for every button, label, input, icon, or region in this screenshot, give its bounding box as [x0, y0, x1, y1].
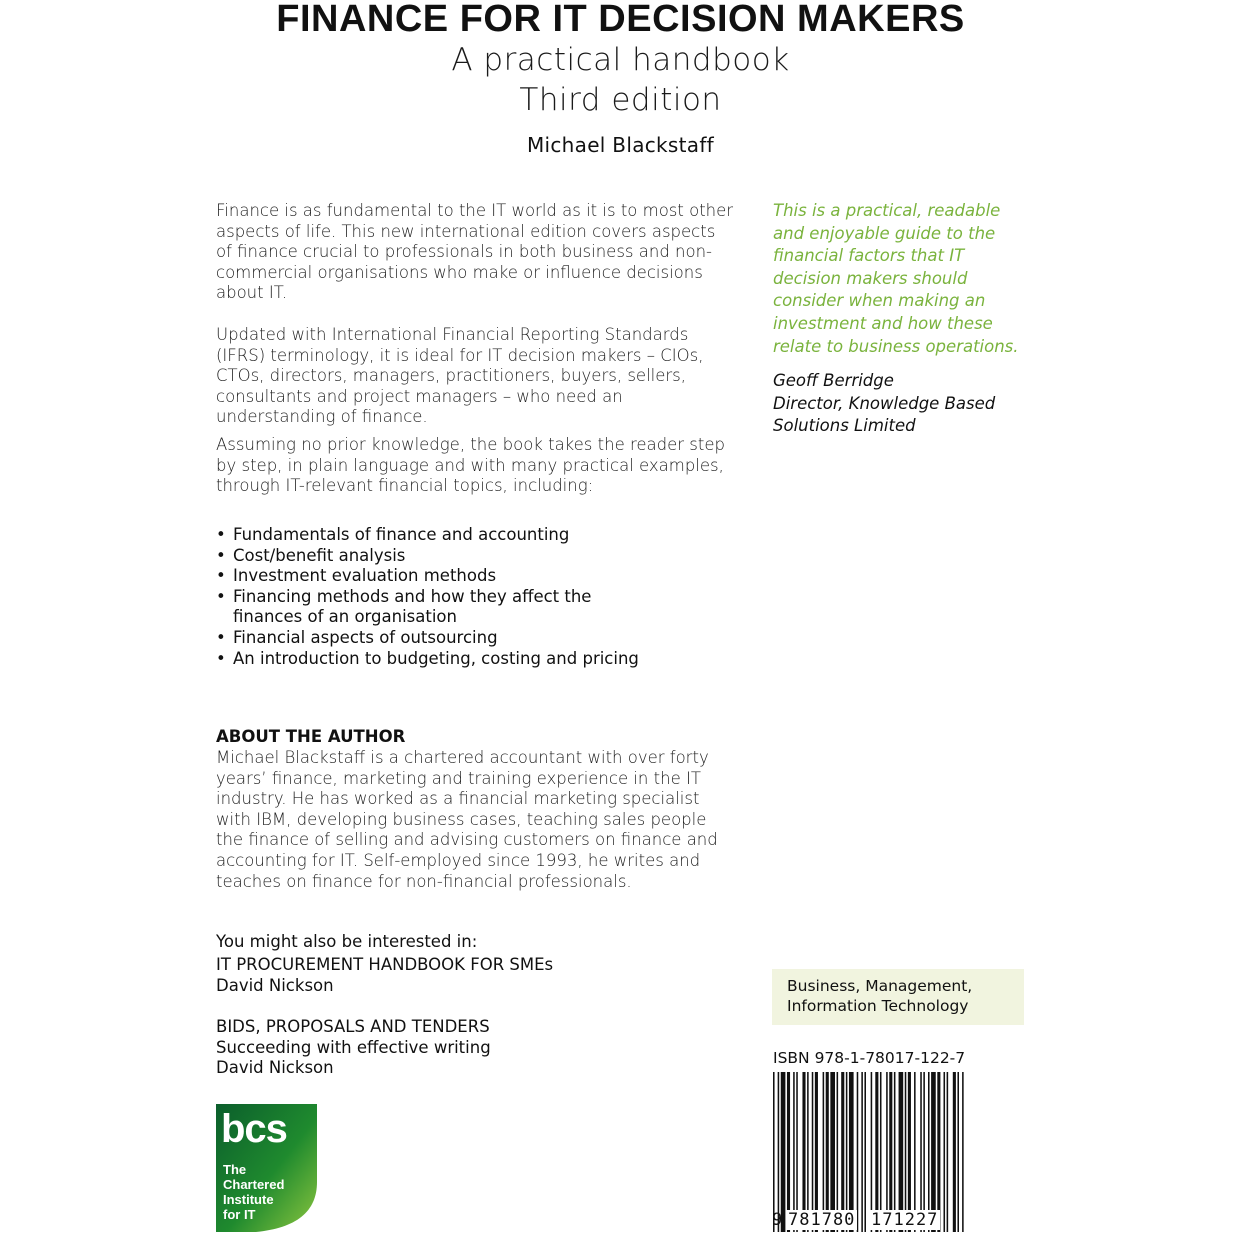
barcode-bar — [841, 1072, 844, 1232]
category-line: Information Technology — [787, 997, 969, 1015]
list-item: • Financing methods and how they affect the finances of an organisation — [216, 587, 656, 628]
barcode-bar — [957, 1072, 959, 1232]
barcode-bar — [905, 1072, 907, 1232]
related-book-author: David Nickson — [216, 1058, 334, 1078]
barcode-bar — [875, 1072, 878, 1232]
barcode-bar — [778, 1072, 780, 1232]
list-item: • An introduction to budgeting, costing and pricing — [216, 649, 736, 670]
barcode-bar — [796, 1072, 798, 1232]
barcode-bar — [812, 1072, 814, 1232]
barcode-bar — [953, 1072, 956, 1232]
related-book-1 — [216, 955, 553, 996]
barcode-digits-group-2: 171227 — [871, 1210, 939, 1230]
barcode-bar — [830, 1072, 835, 1232]
barcode-bar — [846, 1072, 848, 1232]
barcode-bar — [849, 1072, 854, 1232]
barcode-bar — [857, 1072, 859, 1232]
list-item: • Financial aspects of outsourcing — [216, 628, 736, 649]
barcode-bar — [823, 1072, 825, 1232]
endorser-role: Director, Knowledge Based — [773, 393, 996, 413]
barcode-bar — [802, 1072, 805, 1232]
book-edition: Third edition — [519, 82, 722, 118]
barcode-digits — [772, 1210, 964, 1232]
endorsement-attribution — [773, 370, 1033, 438]
about-author-heading: ABOUT THE AUTHOR — [216, 727, 406, 746]
book-title: FINANCE FOR IT DECISION MAKERS — [276, 0, 965, 40]
barcode-bar — [947, 1072, 949, 1232]
description-paragraph-2: Updated with International Financial Reporting Standards (IFRS) terminology, it is ideal for IT decision makers – CIOs, CTOs, directors, managers, practitioners, buyers, sellers, consultants and project managers – who need an understanding of finance. — [216, 325, 704, 427]
barcode-bar — [807, 1072, 809, 1232]
endorsement-quote: This is a practical, readable and enjoyable guide to the financial factors that IT decision makers should consider when making an investment and how these relate to business operations. — [773, 201, 1019, 356]
barcode-bar — [920, 1072, 922, 1232]
description-paragraph-3: Assuming no prior knowledge, the book takes the reader step by step, in plain language and with many practical examples, through IT-relevant financial topics, including: — [216, 435, 725, 496]
barcode-digit-first: 9 — [772, 1210, 783, 1230]
barcode-bar — [944, 1072, 946, 1232]
list-item: • Investment evaluation methods — [216, 566, 736, 587]
related-book-title: IT PROCUREMENT HANDBOOK FOR SMEs — [216, 955, 554, 974]
barcode-bar — [931, 1072, 936, 1232]
bcs-tagline: The — [223, 1162, 247, 1177]
barcode-bar — [894, 1072, 896, 1232]
list-item: • Cost/benefit analysis — [216, 546, 736, 567]
description-paragraph-1: Finance is as fundamental to the IT world as it is to most other aspects of life. This new international edition covers aspects of finance crucial to professionals in both business and non-commercial organisations who make or influence decisions about IT. — [216, 201, 734, 303]
bcs-tagline: Institute — [223, 1192, 274, 1207]
related-book-author: David Nickson — [216, 975, 334, 995]
category-box — [772, 969, 1024, 1025]
barcode-bar — [787, 1072, 790, 1232]
endorser-name: Geoff Berridge — [773, 371, 894, 390]
book-subtitle: A practical handbook — [451, 42, 790, 78]
category-line: Business, Management, — [787, 977, 973, 995]
barcode-bar — [923, 1072, 925, 1232]
author-name: Michael Blackstaff — [526, 133, 715, 157]
barcode-bar — [908, 1072, 911, 1232]
about-author-body: Michael Blackstaff is a chartered accountant with over forty years’ finance, marketing and training experience in the IT industry. He has worked as a financial marketing specialist with IBM, developing business cases, teaching sales people the finance of selling and advising customers on finance and accounting for IT. Self-employed since 1993, he writes and teaches on finance for non-financial professionals. — [216, 748, 718, 891]
topics-list — [216, 525, 736, 669]
list-item: • Fundamentals of finance and accounting — [216, 525, 736, 546]
barcode — [773, 1072, 965, 1232]
barcode-bar — [889, 1072, 892, 1232]
related-book-subtitle: Succeeding with effective writing — [216, 1037, 491, 1057]
barcode-bar — [837, 1072, 839, 1232]
barcode-bar — [861, 1072, 863, 1232]
barcode-bar — [864, 1072, 866, 1232]
barcode-bar — [773, 1072, 775, 1232]
barcode-bar — [899, 1072, 904, 1232]
barcode-bar — [826, 1072, 829, 1232]
barcode-bar — [914, 1072, 916, 1232]
barcode-digits-group-1: 781780 — [788, 1210, 856, 1230]
bcs-wordmark: bcs — [221, 1107, 287, 1151]
bcs-logo — [216, 1104, 317, 1232]
barcode-bar — [815, 1072, 818, 1232]
also-interested-heading: You might also be interested in: — [216, 932, 478, 951]
endorser-company: Solutions Limited — [773, 416, 916, 436]
barcode-bar — [781, 1072, 786, 1232]
barcode-bar — [871, 1072, 873, 1232]
barcode-bar — [928, 1072, 930, 1232]
barcode-bar — [880, 1072, 882, 1232]
barcode-bar — [937, 1072, 940, 1232]
barcode-bar — [793, 1072, 795, 1232]
isbn-label: ISBN 978-1-78017-122-7 — [773, 1049, 966, 1067]
barcode-bar — [886, 1072, 888, 1232]
related-book-title: BIDS, PROPOSALS AND TENDERS — [216, 1017, 490, 1036]
related-book-2 — [216, 1017, 491, 1079]
bcs-tagline: for IT — [223, 1207, 256, 1222]
barcode-bar — [962, 1072, 964, 1232]
bcs-tagline: Chartered — [223, 1177, 285, 1192]
